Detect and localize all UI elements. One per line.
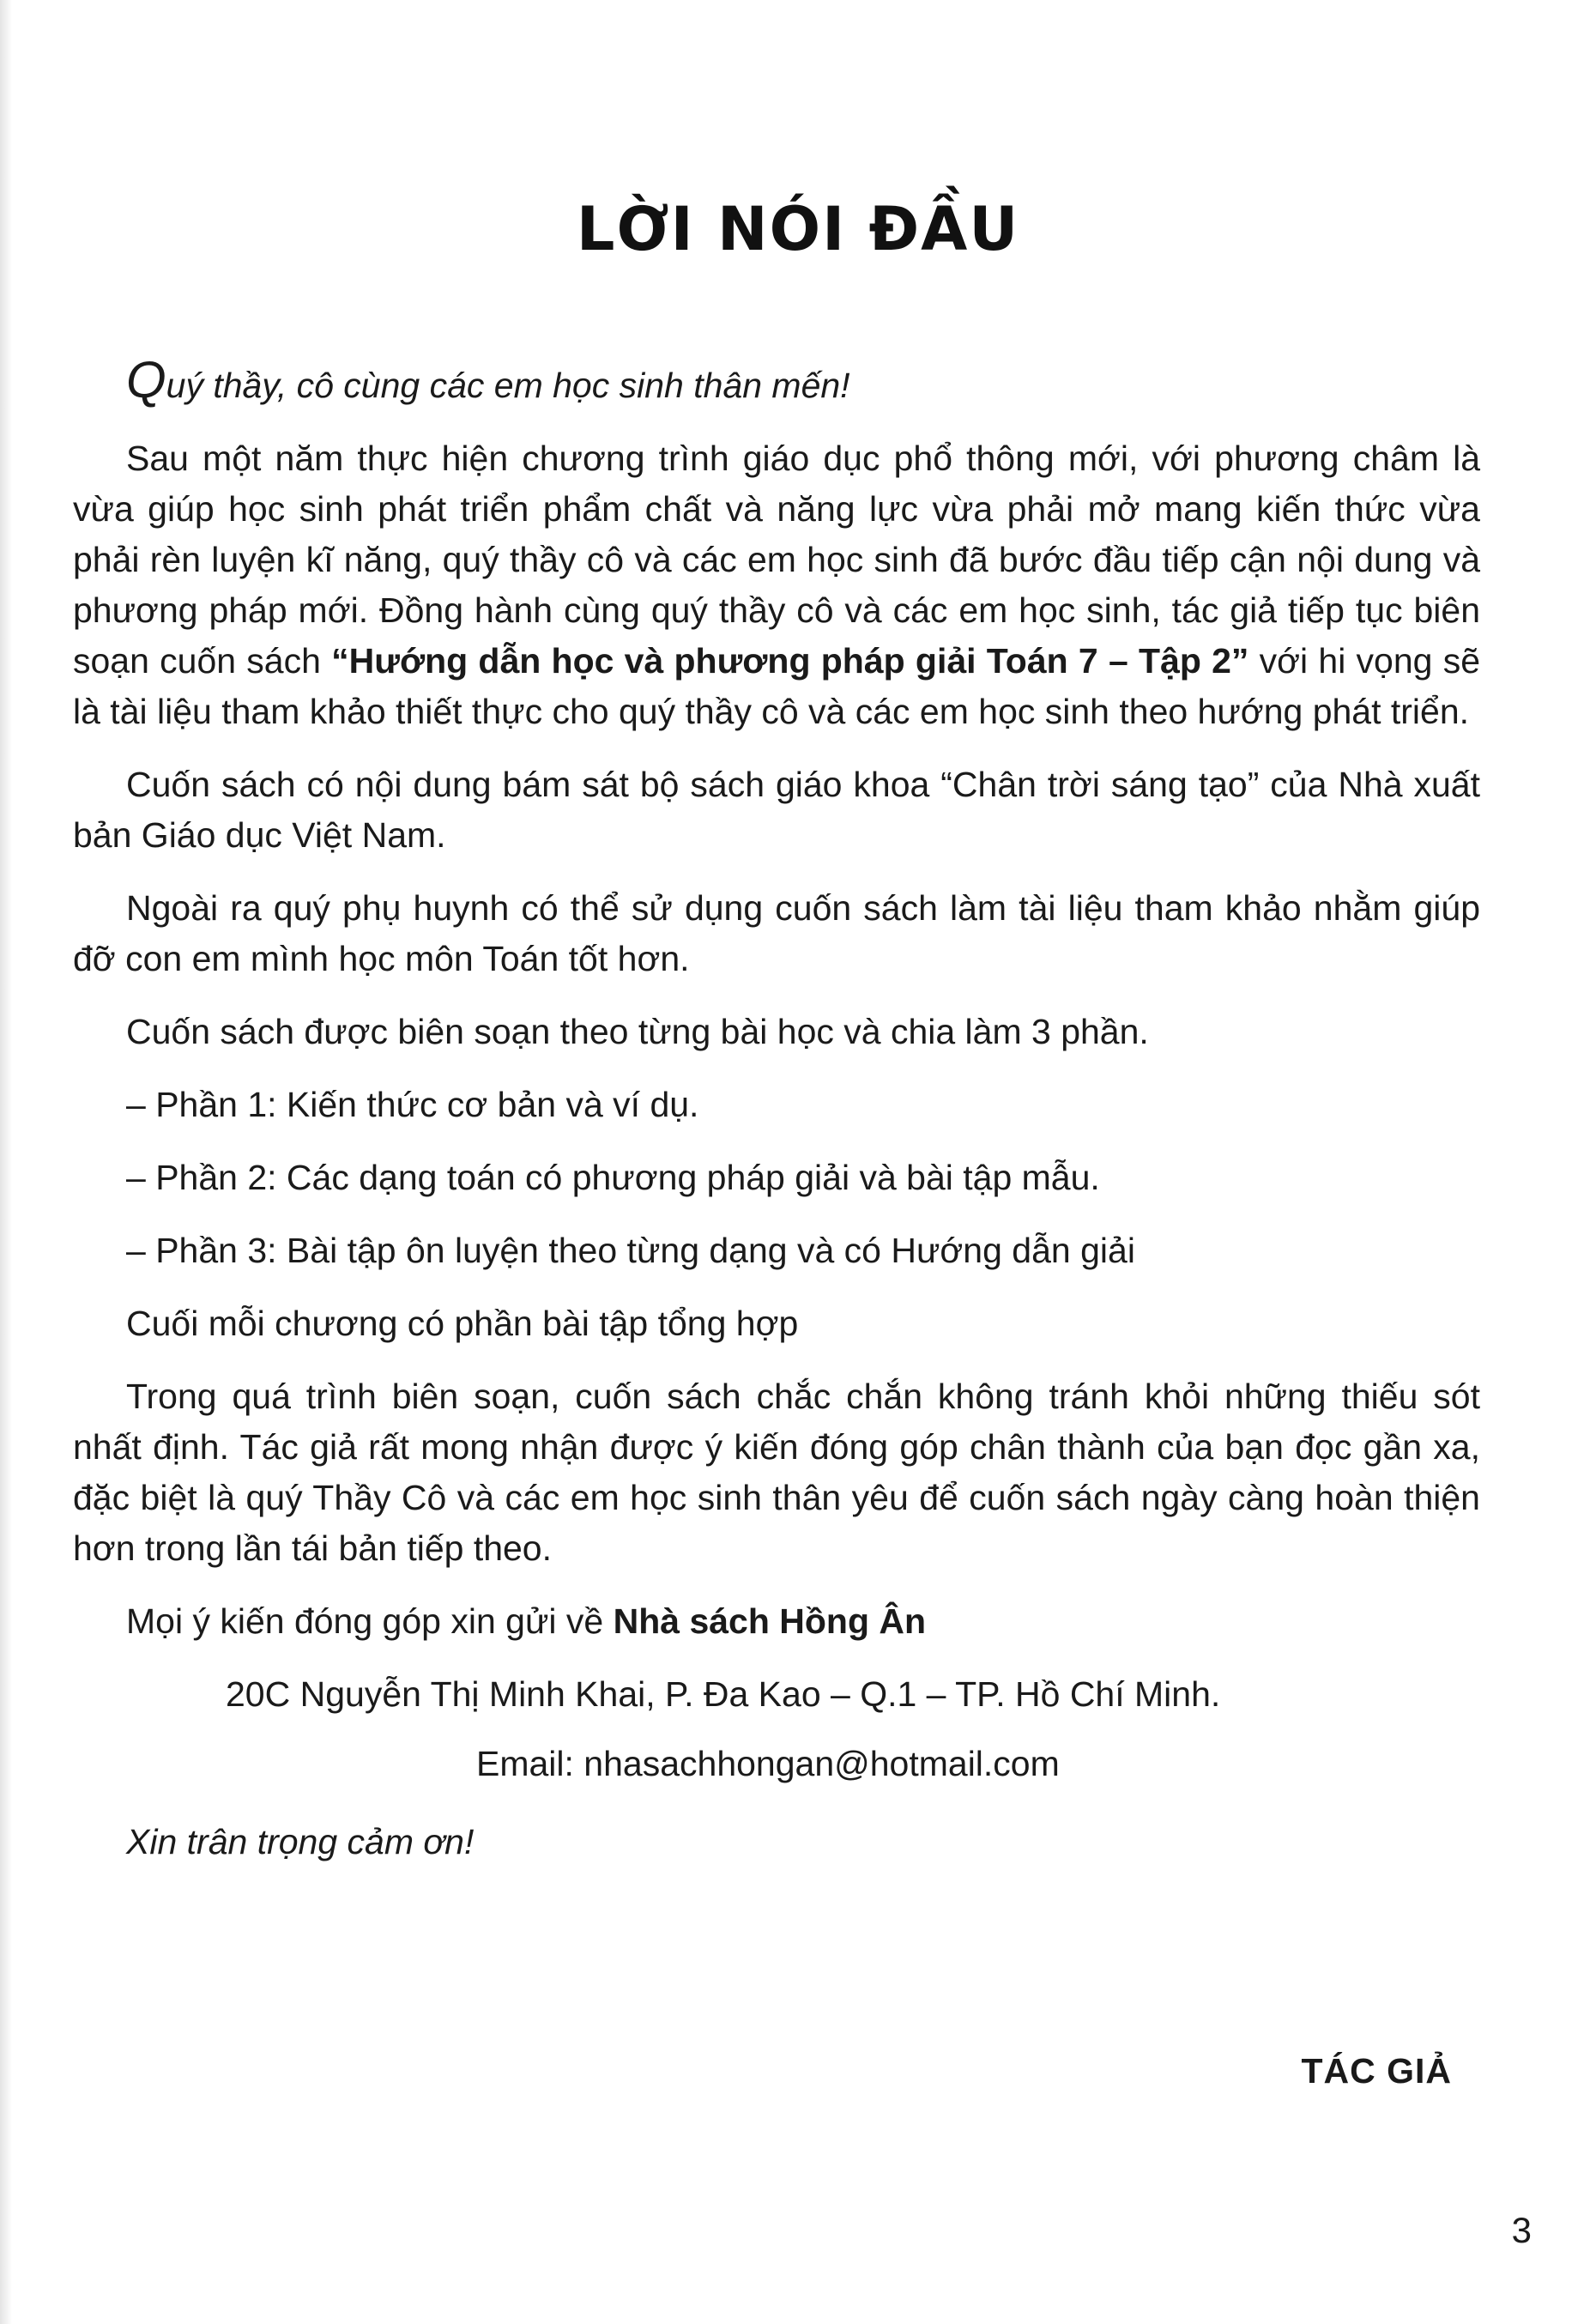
paragraph-intro bbox=[73, 433, 1480, 737]
list-item: – Phần 3: Bài tập ôn luyện theo từng dạng và có Hướng dẫn giải bbox=[126, 1231, 1135, 1270]
author-signature: TÁC GIẢ bbox=[1301, 2051, 1452, 2091]
greeting bbox=[126, 351, 1480, 411]
paragraph-feedback: Trong quá trình biên soạn, cuốn sách chắc chắn không tránh khỏi những thiếu sót nhất định. Tác giả rất mong nhận được ý kiến đóng góp chân thành của bạn đọc gần xa, đặc biệt là quý Thầy Cô và các em học sinh thân yêu để cuốn sách ngày càng hoàn thiện hơn trong lần tái bản tiếp theo. bbox=[73, 1377, 1480, 1568]
paragraph-chapter-end: Cuối mỗi chương có phần bài tập tổng hợp bbox=[126, 1304, 799, 1343]
book-title: “Hướng dẫn học và phương pháp giải Toán 7 – Tập 2” bbox=[331, 641, 1249, 681]
paragraph-intro-text-end: với hi vọng sẽ là tài liệu tham khảo thiết thực cho quý thầy cô và các em học sinh theo hướng phát triển. bbox=[73, 641, 1480, 731]
publisher-address: 20C Nguyễn Thị Minh Khai, P. Đa Kao – Q.1 – TP. Hồ Chí Minh. bbox=[226, 1674, 1221, 1714]
paragraph-textbook: Cuốn sách có nội dung bám sát bộ sách giáo khoa “Chân trời sáng tạo” của Nhà xuất bản Giáo dục Việt Nam. bbox=[73, 765, 1480, 855]
contact-line bbox=[126, 1596, 1480, 1647]
list-item: – Phần 2: Các dạng toán có phương pháp giải và bài tập mẫu. bbox=[126, 1158, 1100, 1197]
paragraph-structure: Cuốn sách được biên soạn theo từng bài học và chia làm 3 phần. bbox=[126, 1012, 1149, 1051]
paragraph-intro-text: Sau một năm thực hiện chương trình giáo dục phổ thông mới, với phương châm là vừa giúp học sinh phát triển phẩm chất và năng lực vừa phải mở mang kiến thức vừa phải rèn luyện kĩ năng, quý thầy cô và các em học sinh đã bước đầu tiếp cận nội dung và phương pháp mới. Đồng hành cùng quý thầy cô và các em học sinh, tác giả tiếp tục biên soạn cuốn sách bbox=[73, 439, 1480, 681]
contact-prefix: Mọi ý kiến đóng góp xin gửi về bbox=[126, 1601, 614, 1641]
publisher-email: Email: nhasachhongan@hotmail.com bbox=[476, 1744, 1060, 1783]
closing-line: Xin trân trọng cảm ơn! bbox=[126, 1822, 475, 1861]
page-number: 3 bbox=[1511, 2210, 1532, 2250]
publisher-name: Nhà sách Hồng Ân bbox=[613, 1601, 927, 1641]
greeting-initial: Q bbox=[126, 351, 166, 409]
paragraph-parents: Ngoài ra quý phụ huynh có thể sử dụng cuốn sách làm tài liệu tham khảo nhằm giúp đỡ con em mình học môn Toán tốt hơn. bbox=[73, 888, 1480, 978]
greeting-text: uý thầy, cô cùng các em học sinh thân mến! bbox=[166, 366, 850, 405]
preface-body bbox=[73, 351, 1480, 1867]
page-title: LỜI NÓI ĐẦU bbox=[576, 194, 1020, 264]
scan-edge-shadow bbox=[0, 0, 12, 2324]
list-item: – Phần 1: Kiến thức cơ bản và ví dụ. bbox=[126, 1085, 699, 1124]
